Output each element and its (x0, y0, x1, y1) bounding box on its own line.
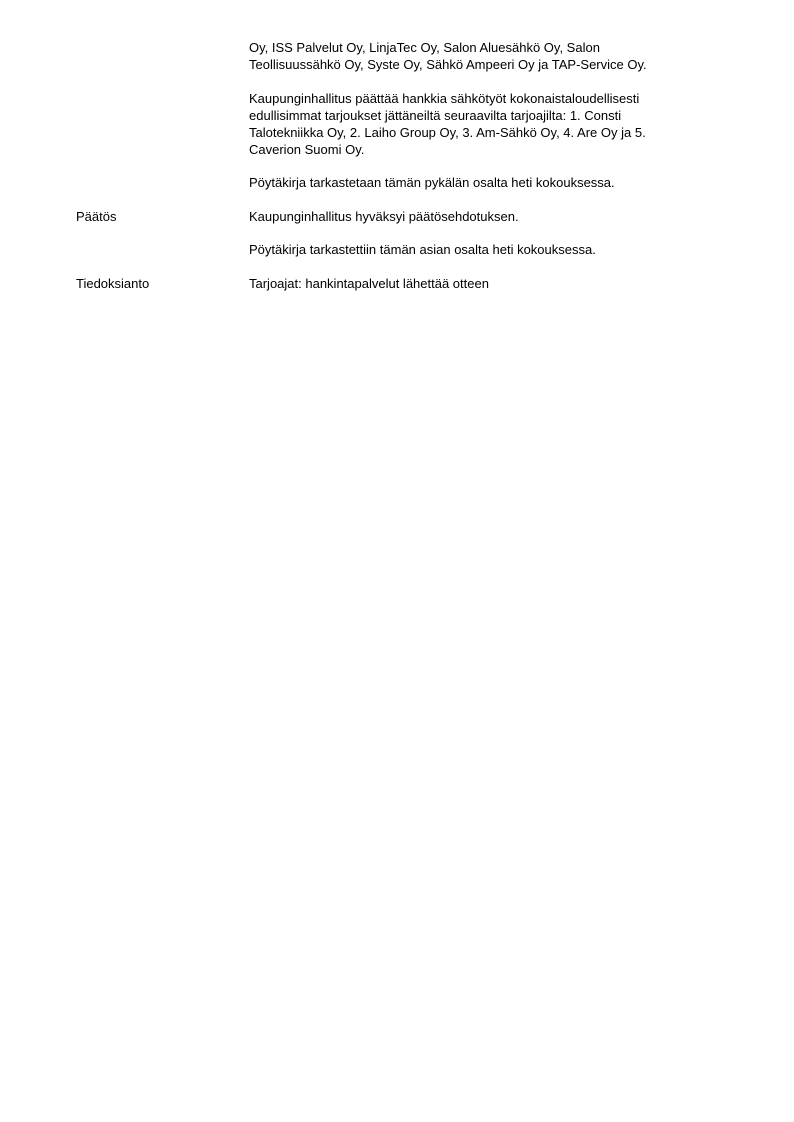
paragraph-text: Kaupunginhallitus hyväksyi päätösehdotuksen. (249, 209, 519, 224)
notification-label: Tiedoksianto (76, 276, 150, 291)
paragraph-text: Pöytäkirja tarkastettiin tämän asian osalta heti kokouksessa. (249, 242, 596, 257)
decision-label: Päätös (76, 209, 117, 224)
paragraph-text: Oy, ISS Palvelut Oy, LinjaTec Oy, Salon Aluesähkö Oy, Salon Teollisuussähkö Oy, Syste Oy, Sähkö Ampeeri Oy ja TAP-Service Oy. (249, 40, 647, 72)
paragraph-text: Tarjoajat: hankintapalvelut lähettää otteen (249, 276, 489, 291)
paragraph-text: Kaupunginhallitus päättää hankkia sähkötyöt kokonaistaloudellisesti edullisimmat tarjoukset jättäneiltä seuraavilta tarjoajilta: 1. Consti Talotekniikka Oy, 2. Laiho Group Oy, 3. Am-Sähkö Oy, 4. Are Oy ja 5. Caverion Suomi Oy. (249, 91, 646, 157)
paragraph-text: Pöytäkirja tarkastetaan tämän pykälän osalta heti kokouksessa. (249, 175, 615, 190)
